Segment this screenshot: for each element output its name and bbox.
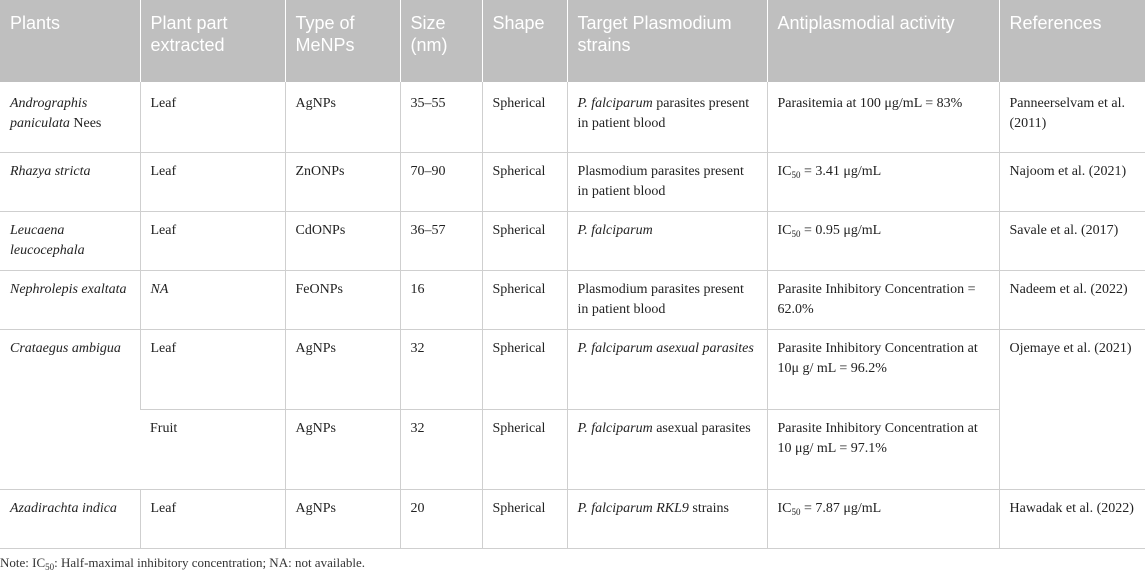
part-cell: Leaf: [140, 152, 285, 211]
table-row: [0, 270, 1145, 329]
reference-cell: Ojemaye et al. (2021): [999, 329, 1145, 489]
part-cell: Leaf: [140, 211, 285, 270]
reference-cell: Panneerselvam et al. (2011): [999, 82, 1145, 152]
activity-cell: Parasite Inhibitory Concentration at 10μ g/ mL = 96.2%: [767, 329, 999, 409]
reference-cell: Najoom et al. (2021): [999, 152, 1145, 211]
shape-cell: Spherical: [482, 82, 567, 152]
size-cell: 36–57: [400, 211, 482, 270]
size-cell: 70–90: [400, 152, 482, 211]
plant-cell: Azadirachta indica: [0, 489, 140, 548]
size-cell: 32: [400, 329, 482, 409]
header-references: References: [999, 0, 1145, 82]
shape-cell: Spherical: [482, 329, 567, 409]
size-cell: 35–55: [400, 82, 482, 152]
type-cell: CdONPs: [285, 211, 400, 270]
part-cell: Leaf: [140, 82, 285, 152]
table-header: [0, 0, 1145, 82]
reference-cell: Nadeem et al. (2022): [999, 270, 1145, 329]
type-cell: ZnONPs: [285, 152, 400, 211]
shape-cell: Spherical: [482, 211, 567, 270]
strain-cell: P. falciparum asexual parasites: [567, 409, 767, 489]
header-shape: Shape: [482, 0, 567, 82]
activity-cell: Parasitemia at 100 μg/mL = 83%: [767, 82, 999, 152]
table-row: [0, 409, 1145, 489]
part-cell: NA: [140, 270, 285, 329]
type-cell: FeONPs: [285, 270, 400, 329]
table-row: [0, 82, 1145, 152]
strain-cell: P. falciparum asexual parasites: [567, 329, 767, 409]
table-row: [0, 211, 1145, 270]
plant-cell: Leucaena leucocephala: [0, 211, 140, 270]
header-size: Size (nm): [400, 0, 482, 82]
table-row: [0, 489, 1145, 548]
part-cell: Leaf: [140, 489, 285, 548]
strain-cell: Plasmodium parasites present in patient blood: [567, 270, 767, 329]
size-cell: 16: [400, 270, 482, 329]
strain-cell: P. falciparum RKL9 strains: [567, 489, 767, 548]
activity-cell: $IC_{50} = 3.41$ μg/mL: [767, 152, 999, 211]
type-cell: AgNPs: [285, 409, 400, 489]
reference-cell: Savale et al. (2017): [999, 211, 1145, 270]
plant-cell: Andrographis paniculata Nees: [0, 82, 140, 152]
activity-cell: $IC_{50} = 7.87$ μg/mL: [767, 489, 999, 548]
header-activity: Antiplasmodial activity: [767, 0, 999, 82]
part-cell: Fruit: [140, 409, 285, 489]
shape-cell: Spherical: [482, 270, 567, 329]
size-cell: 32: [400, 409, 482, 489]
plant-cell: Nephrolepis exaltata: [0, 270, 140, 329]
header-type: Type of MeNPs: [285, 0, 400, 82]
strain-cell: P. falciparum: [567, 211, 767, 270]
part-cell: Leaf: [140, 329, 285, 409]
activity-cell: Parasite Inhibitory Concentration at 10 μg/ mL = 97.1%: [767, 409, 999, 489]
table-footnote: Note: $IC_{50}$: Half-maximal inhibitory concentration; NA: not available.: [0, 555, 365, 572]
plant-cell: Crataegus ambigua: [0, 329, 140, 489]
size-cell: 20: [400, 489, 482, 548]
shape-cell: Spherical: [482, 409, 567, 489]
reference-cell: Hawadak et al. (2022): [999, 489, 1145, 548]
type-cell: AgNPs: [285, 329, 400, 409]
shape-cell: Spherical: [482, 152, 567, 211]
type-cell: AgNPs: [285, 489, 400, 548]
shape-cell: Spherical: [482, 489, 567, 548]
strain-cell: P. falciparum parasites present in patient blood: [567, 82, 767, 152]
plant-cell: Rhazya stricta: [0, 152, 140, 211]
activity-cell: Parasite Inhibitory Concentration = 62.0%: [767, 270, 999, 329]
type-cell: AgNPs: [285, 82, 400, 152]
strain-cell: Plasmodium parasites present in patient blood: [567, 152, 767, 211]
header-strains: Target Plasmodium strains: [567, 0, 767, 82]
header-plants: Plants: [0, 0, 140, 82]
table-row: [0, 329, 1145, 409]
activity-cell: $IC_{50} = 0.95$ μg/mL: [767, 211, 999, 270]
table-row: [0, 152, 1145, 211]
header-plant-part: Plant part extracted: [140, 0, 285, 82]
